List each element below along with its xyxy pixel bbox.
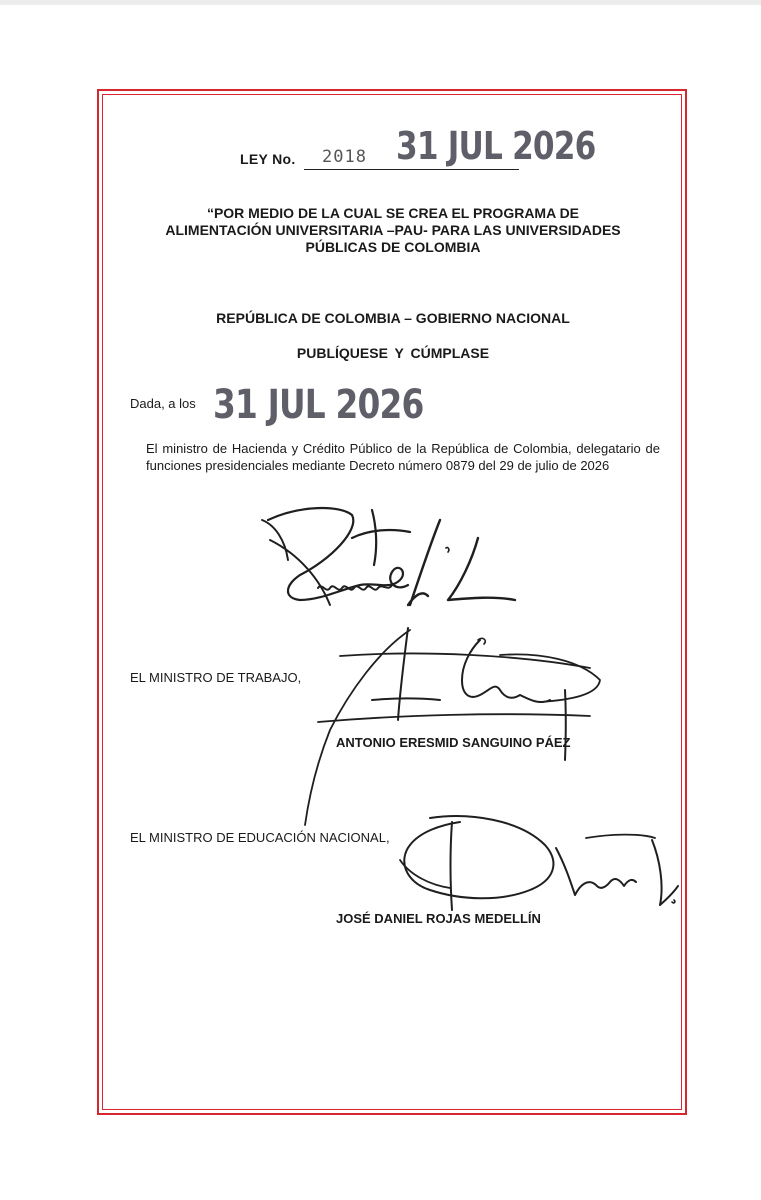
publiquese-heading: PUBLÍQUESE Y CÚMPLASE bbox=[296, 345, 490, 361]
ministro-trabajo-name: ANTONIO ERESMID SANGUINO PÁEZ bbox=[336, 735, 571, 750]
ministro-educacion-name: JOSÉ DANIEL ROJAS MEDELLÍN bbox=[336, 911, 541, 926]
ley-number-underline bbox=[304, 169, 519, 170]
republica-heading: REPÚBLICA DE COLOMBIA – GOBIERNO NACIONAL bbox=[216, 310, 570, 326]
law-title bbox=[130, 205, 656, 256]
date-stamp-dada: 31 JUL 2026 bbox=[213, 382, 424, 428]
law-title-line-2: ALIMENTACIÓN UNIVERSITARIA –PAU- PARA LAS UNIVERSIDADES bbox=[165, 222, 621, 238]
law-title-line-1: “POR MEDIO DE LA CUAL SE CREA EL PROGRAMA DE bbox=[206, 205, 580, 221]
ministro-trabajo-label: EL MINISTRO DE TRABAJO, bbox=[130, 670, 302, 685]
delegatario-paragraph: El ministro de Hacienda y Crédito Público de la República de Colombia, delegatario de funciones presidenciales mediante Decreto número 0879 del 29 de julio de 2026 bbox=[146, 441, 660, 473]
ley-number: 2018 bbox=[322, 147, 367, 167]
ministro-educacion-label: EL MINISTRO DE EDUCACIÓN NACIONAL, bbox=[130, 830, 390, 845]
law-title-line-3: PÚBLICAS DE COLOMBIA bbox=[305, 239, 481, 255]
date-stamp-top: 31 JUL 2026 bbox=[396, 124, 596, 168]
ley-label: LEY No. bbox=[240, 151, 296, 167]
top-bar bbox=[0, 0, 761, 5]
dada-label: Dada, a los bbox=[130, 396, 196, 411]
